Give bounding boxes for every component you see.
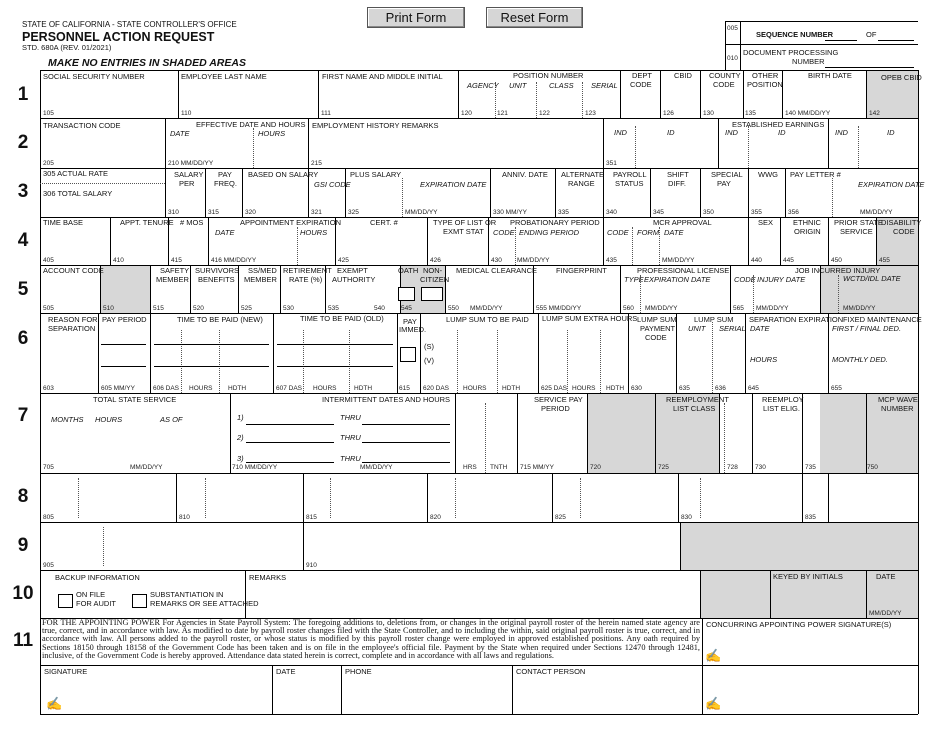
code-735: 735 xyxy=(805,464,816,471)
code-356: 356 xyxy=(788,209,799,216)
lump-payment-label-2: PAYMENT xyxy=(640,324,676,333)
pay-period-label: PAY PERIOD xyxy=(102,315,147,324)
code-415: 415 xyxy=(171,257,182,264)
code-705: 705 xyxy=(43,464,54,471)
exempt-label-2: AUTHORITY xyxy=(332,275,376,284)
lump-unit-label: UNIT xyxy=(688,324,706,333)
code-215: 215 xyxy=(311,160,322,167)
expiration-date-label-2: EXPIRATION DATE xyxy=(858,180,925,189)
code-606-hours: HOURS xyxy=(189,385,213,392)
backup-label: BACKUP INFORMATION xyxy=(55,573,140,582)
row-number-10: 10 xyxy=(12,583,34,604)
dept-label-2: CODE xyxy=(630,80,652,89)
sep-date-label: DATE xyxy=(750,324,770,333)
expiration-date-label: EXPIRATION DATE xyxy=(420,180,487,189)
probationary-label: PROBATIONARY PERIOD xyxy=(510,218,600,227)
code-321: 321 xyxy=(311,209,322,216)
signature-pen-icon-2: ✍ xyxy=(46,696,63,711)
code-335: 335 xyxy=(558,209,569,216)
code-510: 510 xyxy=(103,305,114,312)
class-label: CLASS xyxy=(549,81,574,90)
total-service-label: TOTAL STATE SERVICE xyxy=(93,395,177,404)
form-id: STD. 680A (REV. 01/2021) xyxy=(22,43,112,52)
safety-label-2: MEMBER xyxy=(156,275,189,284)
signature-pen-icon: ✍ xyxy=(705,648,722,663)
code-603: 603 xyxy=(43,385,54,392)
id-label-1: ID xyxy=(667,128,675,137)
row-number-6: 6 xyxy=(17,328,29,349)
anniv-date-label: ANNIV. DATE xyxy=(502,170,548,179)
code-122: 122 xyxy=(539,110,550,117)
reset-form-button[interactable]: Reset Form xyxy=(486,7,583,28)
mcp-wave-label: MCP WAVE xyxy=(878,395,918,404)
lump-payment-label-3: CODE xyxy=(645,333,667,342)
code-111: 111 xyxy=(321,110,331,117)
code-tnth: TNTH xyxy=(490,464,508,471)
substantiation-label: SUBSTANTIATION IN xyxy=(150,590,224,599)
mcp-wave-label-2: NUMBER xyxy=(881,404,914,413)
code-805: 805 xyxy=(43,514,54,521)
v-label: (V) xyxy=(424,356,434,365)
line-1-label: 1) xyxy=(237,413,244,422)
code-356-date: MM/DD/YY xyxy=(860,209,893,216)
code-555: 555 MM/DD/YY xyxy=(536,305,582,312)
serial-label: SERIAL xyxy=(591,81,618,90)
lump-payment-label: LUMP SUM xyxy=(637,315,677,324)
code-430-date: MM/DD/YY xyxy=(517,257,550,264)
code-425: 425 xyxy=(338,257,349,264)
salary-per-label-2: PER xyxy=(179,179,195,188)
code-410: 410 xyxy=(113,257,124,264)
code-607-hdth: HDTH xyxy=(354,385,373,392)
code-205: 205 xyxy=(43,160,54,167)
intermittent-label: INTERMITTENT DATES AND HOURS xyxy=(322,395,451,404)
pay-immed-label: PAY xyxy=(403,317,417,326)
mcr-code-label: CODE xyxy=(607,228,629,237)
code-728: 728 xyxy=(727,464,738,471)
code-445: 445 xyxy=(783,257,794,264)
id-label-3: ID xyxy=(887,128,895,137)
lump-sum-2-label: LUMP SUM xyxy=(694,315,734,324)
shaded-notice: MAKE NO ENTRIES IN SHADED AREAS xyxy=(48,57,246,69)
position-number-label: POSITION NUMBER xyxy=(513,71,584,80)
sep-hours-label: HOURS xyxy=(750,355,778,364)
form-title: PERSONNEL ACTION REQUEST xyxy=(22,30,215,44)
code-560-date: MM/DD/YY xyxy=(645,305,678,312)
mcr-approval-label: MCR APPROVAL xyxy=(653,218,712,227)
of-label: OF xyxy=(866,30,877,39)
code-560: 560 xyxy=(623,305,634,312)
shift-diff-label: SHIFT xyxy=(667,170,689,179)
oath-label: OATH xyxy=(398,266,419,275)
reemploy-elig-label: REEMPLOY xyxy=(762,395,804,404)
code-605: 605 MM/YY xyxy=(101,385,135,392)
hours-label: HOURS xyxy=(95,415,123,424)
months-label: MONTHS xyxy=(51,415,84,424)
row-number-1: 1 xyxy=(17,84,29,105)
license-exp-label: EXPIRATION DATE xyxy=(644,275,711,284)
disability-label-2: CODE xyxy=(893,227,915,236)
county-label-2: CODE xyxy=(713,80,735,89)
reemployment-label: REEMPLOYMENT xyxy=(666,395,729,404)
row-number-3: 3 xyxy=(17,181,29,202)
code-715: 715 MM/YY xyxy=(520,464,554,471)
lump-extra-label: LUMP SUM EXTRA HOURS xyxy=(542,314,638,323)
code-830: 830 xyxy=(681,514,692,521)
code-330: 330 MM/YY xyxy=(493,209,527,216)
ss-med-label-2: MEMBER xyxy=(244,275,277,284)
fixed-maint-label: FIXED MAINTENANCE xyxy=(843,315,922,324)
job-injury-label: JOB INCURRED INJURY xyxy=(795,266,881,275)
signature-date-label: DATE xyxy=(276,667,296,676)
oath-checkbox[interactable] xyxy=(398,287,415,301)
code-655: 655 xyxy=(831,385,842,392)
total-salary-label: 306 TOTAL SALARY xyxy=(43,189,113,198)
opeb-cbid-label: OPEB CBID xyxy=(881,73,922,82)
code-810: 810 xyxy=(179,514,190,521)
code-725: 725 xyxy=(658,464,669,471)
reason-label: REASON FOR xyxy=(48,315,98,324)
code-525: 525 xyxy=(241,305,252,312)
effective-label: EFFECTIVE DATE AND HOURS xyxy=(196,120,306,129)
code-635: 635 xyxy=(679,385,690,392)
code-351: 351 xyxy=(606,160,617,167)
thru-2-label: THRU xyxy=(340,433,361,442)
county-label: COUNTY xyxy=(709,71,741,80)
cbid-label: CBID xyxy=(674,71,692,80)
doc-code: 010 xyxy=(727,55,738,62)
code-121: 121 xyxy=(497,110,508,117)
alternate-range-label-2: RANGE xyxy=(568,179,595,188)
code-430: 430 xyxy=(491,257,502,264)
appt-tenure-label: APPT. TENURE xyxy=(120,218,174,227)
first-final-label: FIRST / FINAL DED. xyxy=(832,324,902,333)
on-file-label: ON FILE xyxy=(76,590,106,599)
type-of-list-label: TYPE OF LIST OR xyxy=(433,218,497,227)
row-number-7: 7 xyxy=(17,405,29,426)
medical-clearance-label: MEDICAL CLEARANCE xyxy=(456,266,537,275)
mcr-date-label: DATE xyxy=(664,228,684,237)
exempt-label: EXEMPT xyxy=(337,266,368,275)
time-old-label: TIME TO BE PAID (OLD) xyxy=(300,314,384,323)
effective-hours-label: HOURS xyxy=(258,129,286,138)
code-615: 615 xyxy=(399,385,410,392)
row-number-4: 4 xyxy=(17,230,29,251)
birth-date-label: BIRTH DATE xyxy=(808,71,852,80)
row-number-9: 9 xyxy=(17,535,29,556)
established-earnings-label: ESTABLISHED EARNINGS xyxy=(732,120,825,129)
code-416: 416 MM/DD/YY xyxy=(211,257,257,264)
injury-code-label: CODE xyxy=(734,275,756,284)
on-file-label-2: FOR AUDIT xyxy=(76,599,117,608)
service-pay-label: SERVICE PAY xyxy=(534,395,583,404)
employment-history-label: EMPLOYMENT HISTORY REMARKS xyxy=(312,121,439,130)
time-base-label: TIME BASE xyxy=(43,218,84,227)
contact-person-label: CONTACT PERSON xyxy=(516,667,586,676)
code-520: 520 xyxy=(193,305,204,312)
prior-state-label: PRIOR STATE xyxy=(834,218,883,227)
code-730: 730 xyxy=(755,464,766,471)
mcr-form-label: FORM xyxy=(637,228,660,237)
code-630: 630 xyxy=(631,385,642,392)
code-123: 123 xyxy=(585,110,596,117)
on-file-checkbox[interactable] xyxy=(58,594,73,608)
ind-label-2: IND xyxy=(725,128,738,137)
code-710-thru-date: MM/DD/YY xyxy=(360,464,393,471)
ethnic-label-2: ORIGIN xyxy=(794,227,821,236)
seq-code: 005 xyxy=(727,25,738,32)
type-of-list-label-2: EXMT STAT xyxy=(443,227,484,236)
code-606-hdth: HDTH xyxy=(228,385,247,392)
appt-hours-label: HOURS xyxy=(300,228,328,237)
code-625-hours: HOURS xyxy=(572,385,596,392)
dept-label: DEPT xyxy=(632,71,653,80)
sex-label: SEX xyxy=(758,218,774,227)
retirement-label-2: RATE (%) xyxy=(289,275,323,284)
code-625: 625 DAS xyxy=(541,385,568,392)
pay-immed-checkbox[interactable] xyxy=(400,347,416,362)
date-format: MM/DD/YY xyxy=(869,610,902,617)
license-type-label: TYPE xyxy=(624,275,644,284)
code-135: 135 xyxy=(745,110,756,117)
code-620-hdth: HDTH xyxy=(502,385,521,392)
thru-1-label: THRU xyxy=(340,413,361,422)
code-565: 565 xyxy=(733,305,744,312)
code-620: 620 DAS xyxy=(423,385,450,392)
alternate-range-label: ALTERNATE xyxy=(561,170,605,179)
account-code-label: ACCOUNT CODE xyxy=(43,266,104,275)
code-310: 310 xyxy=(168,209,179,216)
code-550: 550 xyxy=(448,305,459,312)
cert-label: CERT. # xyxy=(370,218,398,227)
agency-name: STATE OF CALIFORNIA - STATE CONTROLLER'S OFFICE xyxy=(22,20,237,29)
code-435-date: MM/DD/YY xyxy=(662,257,695,264)
mos-label: # MOS xyxy=(180,218,204,227)
code-905: 905 xyxy=(43,562,54,569)
other-position-label-2: POSITION xyxy=(747,80,783,89)
code-350: 350 xyxy=(703,209,714,216)
code-325: 325 xyxy=(348,209,359,216)
keyed-by-label: KEYED BY INITIALS xyxy=(773,572,843,581)
seq-label: SEQUENCE NUMBER xyxy=(756,30,834,39)
retirement-label: RETIREMENT xyxy=(283,266,332,275)
remarks-label: REMARKS xyxy=(249,573,287,582)
payroll-status-label-2: STATUS xyxy=(615,179,644,188)
code-625-hdth: HDTH xyxy=(606,385,625,392)
other-position-label: OTHER xyxy=(752,71,779,80)
last-name-label: EMPLOYEE LAST NAME xyxy=(181,72,267,81)
non-citizen-checkbox[interactable] xyxy=(421,287,443,301)
pay-letter-label: PAY LETTER # xyxy=(790,170,841,179)
code-815: 815 xyxy=(306,514,317,521)
code-607: 607 DAS xyxy=(276,385,303,392)
code-130: 130 xyxy=(703,110,714,117)
ind-label-1: IND xyxy=(614,128,627,137)
code-910: 910 xyxy=(306,562,317,569)
id-label-2: ID xyxy=(778,128,786,137)
gsi-code-label: GSI CODE xyxy=(314,180,351,189)
pay-freq-label: PAY xyxy=(218,170,232,179)
doc-label-2: NUMBER xyxy=(792,57,825,66)
code-142: 142 xyxy=(869,110,880,117)
s-label: (S) xyxy=(424,342,434,351)
code-835: 835 xyxy=(805,514,816,521)
code-hrs: HRS xyxy=(463,464,477,471)
appt-expiration-label: APPOINTMENT EXPIRATION xyxy=(240,218,341,227)
first-name-label: FIRST NAME AND MIDDLE INITIAL xyxy=(322,72,443,81)
prob-code-label: CODE xyxy=(493,228,515,237)
code-435: 435 xyxy=(606,257,617,264)
code-455: 455 xyxy=(879,257,890,264)
code-320: 320 xyxy=(245,209,256,216)
agency-label: AGENCY xyxy=(467,81,499,90)
sep-exp-label: SEPARATION EXPIRATION xyxy=(749,315,844,324)
code-545: 545 xyxy=(401,305,412,312)
salary-per-label: SALARY xyxy=(174,170,204,179)
time-new-label: TIME TO BE PAID (NEW) xyxy=(177,315,263,324)
wwg-label: WWG xyxy=(758,170,778,179)
line-2-label: 2) xyxy=(237,433,244,442)
code-720: 720 xyxy=(590,464,601,471)
wctd-date: MM/DD/YY xyxy=(843,305,876,312)
code-315: 315 xyxy=(208,209,219,216)
code-645: 645 xyxy=(748,385,759,392)
code-636: 636 xyxy=(715,385,726,392)
line-3-label: 3) xyxy=(237,454,244,463)
injury-date-label: INJURY DATE xyxy=(757,275,806,284)
code-126: 126 xyxy=(663,110,674,117)
code-530: 530 xyxy=(283,305,294,312)
code-535: 535 xyxy=(328,305,339,312)
code-210: 210 MM/DD/YY xyxy=(168,160,214,167)
survivors-label: SURVIVORS xyxy=(195,266,240,275)
code-825: 825 xyxy=(555,514,566,521)
signature-pen-icon-3: ✍ xyxy=(705,696,722,711)
row-number-5: 5 xyxy=(17,279,29,300)
row-number-8: 8 xyxy=(17,486,29,507)
disability-label: DISABILITY xyxy=(881,218,922,227)
code-345: 345 xyxy=(653,209,664,216)
code-110: 110 xyxy=(181,110,192,117)
code-750: 750 xyxy=(867,464,878,471)
code-450: 450 xyxy=(831,257,842,264)
actual-rate-label: 305 ACTUAL RATE xyxy=(43,169,109,178)
plus-salary-label: PLUS SALARY xyxy=(350,170,402,179)
special-pay-label-2: PAY xyxy=(717,179,731,188)
special-pay-label: SPECIAL xyxy=(711,170,743,179)
code-620-hours: HOURS xyxy=(463,385,487,392)
code-550-date: MM/DD/YY xyxy=(470,305,503,312)
doc-label: DOCUMENT PROCESSING xyxy=(743,48,839,57)
pay-freq-label-2: FREQ. xyxy=(214,179,237,188)
thru-3-label: THRU xyxy=(340,454,361,463)
shift-diff-label-2: DIFF. xyxy=(668,179,686,188)
code-340: 340 xyxy=(606,209,617,216)
code-140: 140 MM/DD/YY xyxy=(785,110,831,117)
signature-label: SIGNATURE xyxy=(44,667,88,676)
reemploy-elig-label-2: LIST ELIG. xyxy=(763,404,800,413)
non-citizen-label-2: CITIZEN xyxy=(420,275,450,284)
code-405: 405 xyxy=(43,257,54,264)
ssn-label: SOCIAL SECURITY NUMBER xyxy=(43,72,145,81)
appt-date-label: DATE xyxy=(215,228,235,237)
unit-label: UNIT xyxy=(509,81,527,90)
prior-state-label-2: SERVICE xyxy=(840,227,873,236)
fingerprint-label: FINGERPRINT xyxy=(556,266,607,275)
substantiation-checkbox[interactable] xyxy=(132,594,147,608)
non-citizen-label: NON- xyxy=(423,266,443,275)
substantiation-label-2: REMARKS OR SEE ATTACHED xyxy=(150,599,259,608)
date-label: DATE xyxy=(876,572,896,581)
survivors-label-2: BENEFITS xyxy=(198,275,235,284)
code-440: 440 xyxy=(751,257,762,264)
code-565-date: MM/DD/YY xyxy=(756,305,789,312)
phone-label: PHONE xyxy=(345,667,372,676)
print-form-button[interactable]: Print Form xyxy=(367,7,465,28)
appointing-power-certification: FOR THE APPOINTING POWER For Agencies in State Payroll System: The foregoing additions to, deletions from, or changes in the original payroll roster of the herein named state agency are true, correct, and in accordance with law. As modified to date by payroll roster changes filed with the State Controller, and to including the within, said original payroll roster is true, correct, and in accordance with law. All persons added to the payroll roster, or whose status is modified by this payroll roster change were employed in approved established positions. Any oath required by Sections 18150 through 18158 of the Government Code has been taken and is on file in the employee's official file. Payment by the State when required under Sections 12470 through 12481, inclusive, of the Government Code is hereby approved. Attendance data stated herein is correct, complete and in accordance with all laws and regulations. xyxy=(42,618,700,660)
reason-label-2: SEPARATION xyxy=(48,324,96,333)
ethnic-label: ETHNIC xyxy=(793,218,821,227)
code-426: 426 xyxy=(430,257,441,264)
code-606: 606 DAS xyxy=(153,385,180,392)
code-820: 820 xyxy=(430,514,441,521)
code-540: 540 xyxy=(374,305,385,312)
monthly-label: MONTHLY DED. xyxy=(832,355,888,364)
row-number-2: 2 xyxy=(17,132,29,153)
pay-immed-label-2: IMMED. xyxy=(399,325,427,334)
code-355: 355 xyxy=(751,209,762,216)
reemployment-label-2: LIST CLASS xyxy=(673,404,716,413)
lump-sum-label: LUMP SUM TO BE PAID xyxy=(446,315,529,324)
transaction-code-label: TRANSACTION CODE xyxy=(43,121,121,130)
effective-date-label: DATE xyxy=(170,129,190,138)
service-pay-label-2: PERIOD xyxy=(541,404,570,413)
code-515: 515 xyxy=(153,305,164,312)
code-505: 505 xyxy=(43,305,54,312)
ss-med-label: SS/MED xyxy=(248,266,277,275)
lump-serial-label: SERIAL xyxy=(719,324,746,333)
based-on-salary-label: BASED ON SALARY xyxy=(248,170,319,179)
code-710: 710 MM/DD/YY xyxy=(232,464,278,471)
wctd-label: WCTD/IDL DATE xyxy=(843,274,901,283)
code-105: 105 xyxy=(43,110,54,117)
safety-label: SAFETY xyxy=(160,266,190,275)
code-120: 120 xyxy=(461,110,472,117)
ending-period-label: ENDING PERIOD xyxy=(519,228,580,237)
payroll-status-label: PAYROLL xyxy=(613,170,647,179)
concurring-label: CONCURRING APPOINTING POWER SIGNATURE(S) xyxy=(706,620,892,629)
code-705-date: MM/DD/YY xyxy=(130,464,163,471)
ind-label-3: IND xyxy=(835,128,848,137)
code-325-date: MM/DD/YY xyxy=(405,209,438,216)
code-607-hours: HOURS xyxy=(313,385,337,392)
row-number-11: 11 xyxy=(12,630,34,651)
as-of-label: AS OF xyxy=(160,415,183,424)
prof-license-label: PROFESSIONAL LICENSE xyxy=(637,266,730,275)
